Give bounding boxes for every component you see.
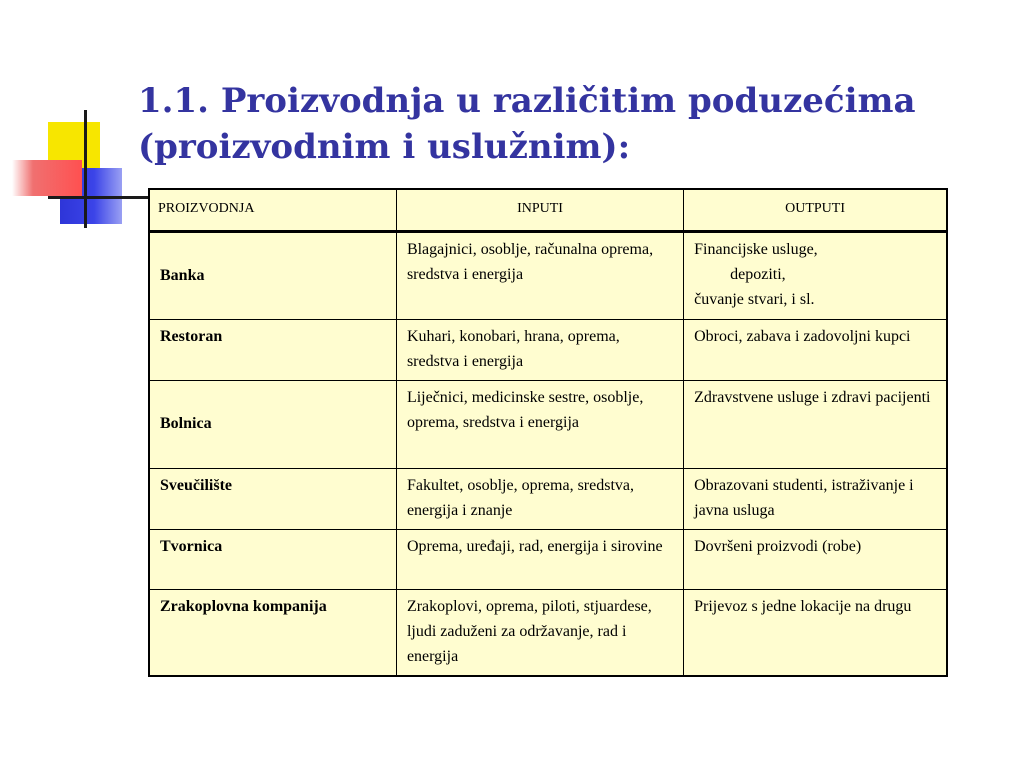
slide-logo-graphic [0,0,160,240]
header-production: PROIZVODNJA [149,189,396,232]
production-table [148,188,948,677]
header-outputs: OUTPUTI [684,189,947,232]
row-outputs-line: Financijske usluge, [694,241,818,258]
row-inputs: Kuhari, konobari, hrana, oprema, sredstva i energija [396,320,683,381]
logo-vertical-line [84,110,87,228]
row-name: Zrakoplovna kompanija [149,590,396,677]
row-name: Sveučilište [149,469,396,530]
title-line-1: 1.1. Proizvodnja u različitim poduzećima [138,81,916,121]
row-inputs: Liječnici, medicinske sestre, osoblje, oprema, sredstva i energija [396,381,683,469]
row-outputs: Zdravstvene usluge i zdravi pacijenti [684,381,947,469]
logo-horizontal-line [48,196,148,199]
row-inputs: Blagajnici, osoblje, računalna oprema, sredstva i energija [396,232,683,320]
row-outputs-line: čuvanje stvari, i sl. [694,291,815,308]
row-inputs: Zrakoplovi, oprema, piloti, stjuardese, ljudi zaduženi za održavanje, rad i energija [396,590,683,677]
row-outputs-line: depoziti, [730,266,786,283]
row-name: Banka [149,232,396,320]
row-inputs: Fakultet, osoblje, oprema, sredstva, energija i znanje [396,469,683,530]
header-inputs: INPUTI [396,189,683,232]
row-outputs [684,232,947,320]
table-row [149,530,947,590]
row-outputs: Prijevoz s jedne lokacije na drugu [684,590,947,677]
slide-title [138,78,1008,170]
table-header-row [149,189,947,232]
row-inputs: Oprema, uređaji, rad, energija i sirovine [396,530,683,590]
logo-red-square [12,160,82,196]
title-line-2: (proizvodnim i uslužnim): [138,127,631,167]
table-row [149,320,947,381]
table-row [149,590,947,677]
table-row [149,469,947,530]
row-outputs: Dovršeni proizvodi (robe) [684,530,947,590]
row-outputs: Obrazovani studenti, istraživanje i javna usluga [684,469,947,530]
row-name: Bolnica [149,381,396,469]
row-name: Restoran [149,320,396,381]
row-outputs: Obroci, zabava i zadovoljni kupci [684,320,947,381]
table-row [149,381,947,469]
row-name: Tvornica [149,530,396,590]
table-row [149,232,947,320]
